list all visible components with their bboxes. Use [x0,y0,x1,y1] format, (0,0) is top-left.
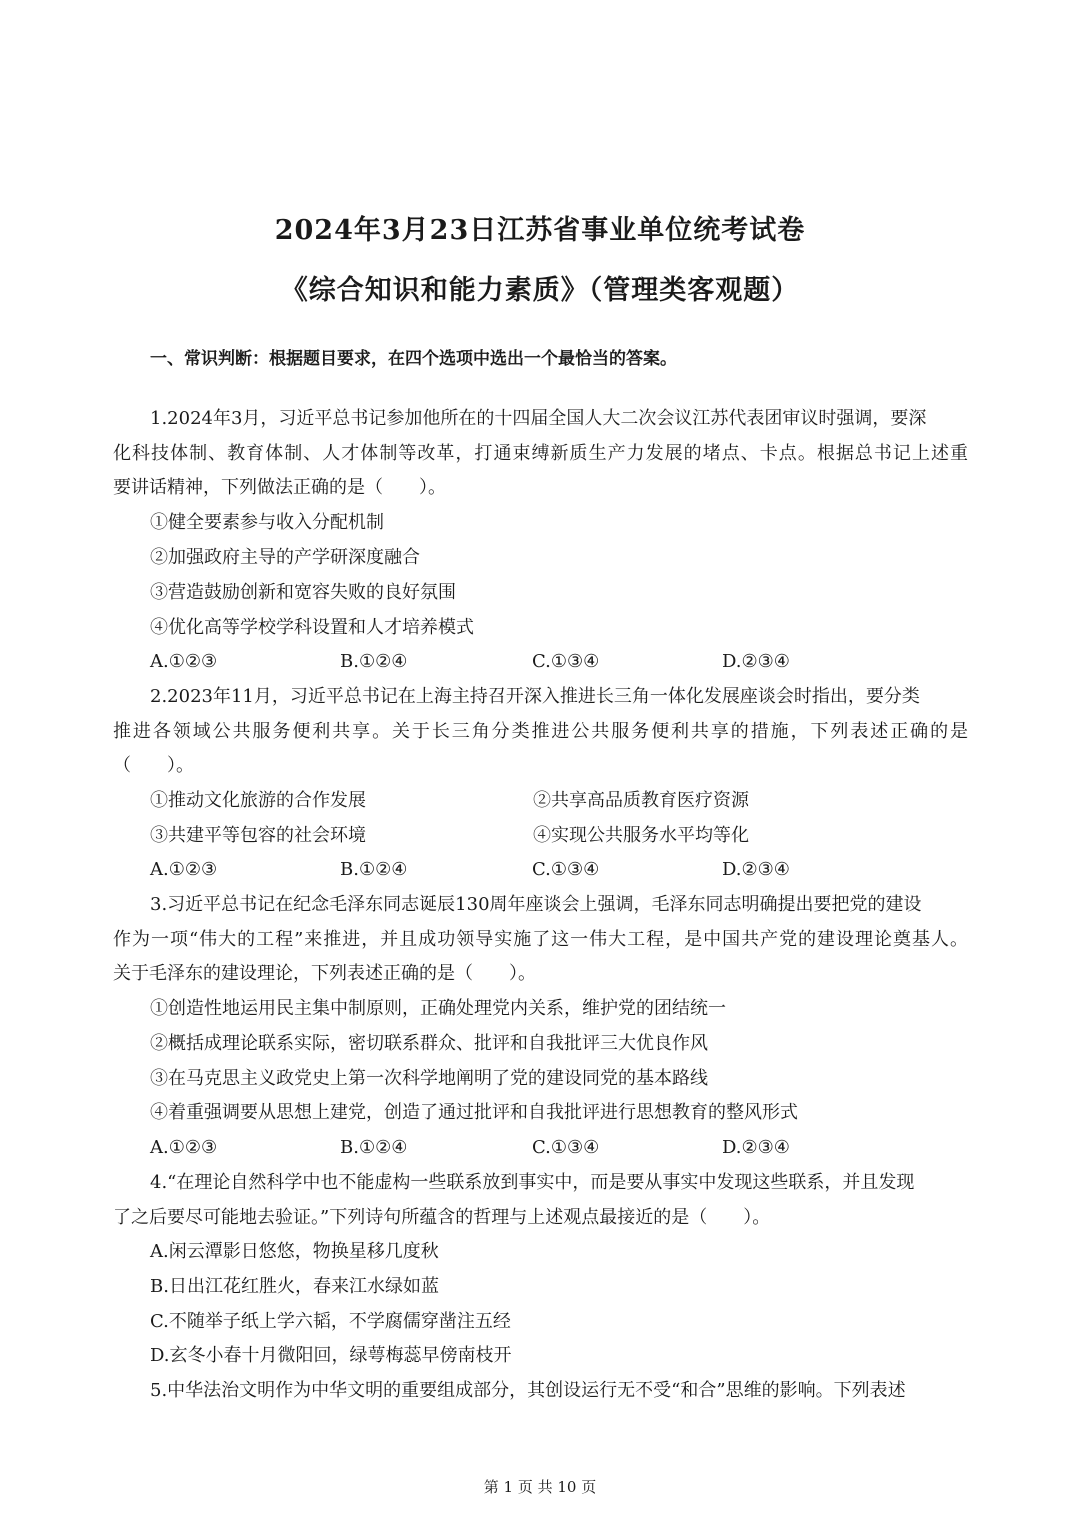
question-3-option-c: C.①③④ [532,1137,600,1158]
question-1-item-1: ①健全要素参与收入分配机制 [150,512,384,533]
question-2-option-d: D.②③④ [722,859,790,880]
question-1-stem-line-1: 1.2024年3月，习近平总书记参加他所在的十四届全国人大二次会议江苏代表团审议时强调，要深 [150,408,927,429]
question-4-stem-line-1: 4.“在理论自然科学中也不能虚构一些联系放到事实中，而是要从事实中发现这些联系，并且发现 [150,1172,915,1193]
question-2-item-4: ④实现公共服务水平均等化 [533,825,749,846]
question-1-option-b: B.①②④ [340,651,408,672]
question-3-item-2: ②概括成理论联系实际，密切联系群众、批评和自我批评三大优良作风 [150,1033,708,1054]
question-3-stem-line-1: 3.习近平总书记在纪念毛泽东同志诞辰130周年座谈会上强调，毛泽东同志明确提出要把党的建设 [150,894,922,915]
question-2-stem-line-2: 推进各领域公共服务便利共享。关于长三角分类推进公共服务便利共享的措施，下列表述正确的是 [113,721,968,742]
page-number: 第 1 页 共 10 页 [483,1478,597,1496]
question-1-option-d: D.②③④ [722,651,790,672]
question-2-item-3: ③共建平等包容的社会环境 [150,825,366,846]
question-3-item-3: ③在马克思主义政党史上第一次科学地阐明了党的建设同党的基本路线 [150,1068,708,1089]
question-1-item-2: ②加强政府主导的产学研深度融合 [150,547,420,568]
question-4-option-a: A.闲云潭影日悠悠，物换星移几度秋 [150,1241,439,1262]
question-1-item-3: ③营造鼓励创新和宽容失败的良好氛围 [150,582,456,603]
question-2-item-2: ②共享高品质教育医疗资源 [533,790,749,811]
question-2-option-b: B.①②④ [340,859,408,880]
question-3-item-4: ④着重强调要从思想上建党，创造了通过批评和自我批评进行思想教育的整风形式 [150,1102,798,1123]
question-2-item-1: ①推动文化旅游的合作发展 [150,790,366,811]
question-3-stem-line-3: 关于毛泽东的建设理论，下列表述正确的是（ ）。 [113,963,536,984]
question-4-option-c: C.不随举子纸上学六韬，不学腐儒穿凿注五经 [150,1311,511,1332]
question-1-option-c: C.①③④ [532,651,600,672]
question-4-stem-line-2: 了之后要尽可能地去验证。”下列诗句所蕴含的哲理与上述观点最接近的是（ ）。 [113,1207,771,1228]
question-1-option-a: A.①②③ [150,651,218,672]
question-1-stem-line-3: 要讲话精神，下列做法正确的是（ ）。 [113,477,446,498]
question-2-option-c: C.①③④ [532,859,600,880]
section-heading: 一、常识判断：根据题目要求，在四个选项中选出一个最恰当的答案。 [150,349,677,369]
question-5-stem-line-1: 5.中华法治文明作为中华文明的重要组成部分，其创设运行无不受“和合”思维的影响。下列表述 [150,1380,906,1401]
question-3-item-1: ①创造性地运用民主集中制原则，正确处理党内关系，维护党的团结统一 [150,998,726,1019]
question-2-stem-line-3: （ ）。 [113,755,194,776]
question-2-stem-line-1: 2.2023年11月，习近平总书记在上海主持召开深入推进长三角一体化发展座谈会时指出，要分类 [150,686,920,707]
question-3-stem-line-2: 作为一项“伟大的工程”来推进，并且成功领导实施了这一伟大工程，是中国共产党的建设理论奠基人。 [113,929,968,950]
question-1-stem-line-2: 化科技体制、教育体制、人才体制等改革，打通束缚新质生产力发展的堵点、卡点。根据总书记上述重 [113,443,968,464]
question-3-option-d: D.②③④ [722,1137,790,1158]
question-3-option-a: A.①②③ [150,1137,218,1158]
question-2-option-a: A.①②③ [150,859,218,880]
question-4-option-d: D.玄冬小春十月微阳回，绿萼梅蕊早傍南枝开 [150,1345,512,1366]
exam-subtitle: 《综合知识和能力素质》（管理类客观题） [280,275,800,306]
question-3-option-b: B.①②④ [340,1137,408,1158]
question-1-item-4: ④优化高等学校学科设置和人才培养模式 [150,617,474,638]
question-4-option-b: B.日出江花红胜火，春来江水绿如蓝 [150,1276,439,1297]
exam-title: 2024年3月23日江苏省事业单位统考试卷 [274,215,806,246]
